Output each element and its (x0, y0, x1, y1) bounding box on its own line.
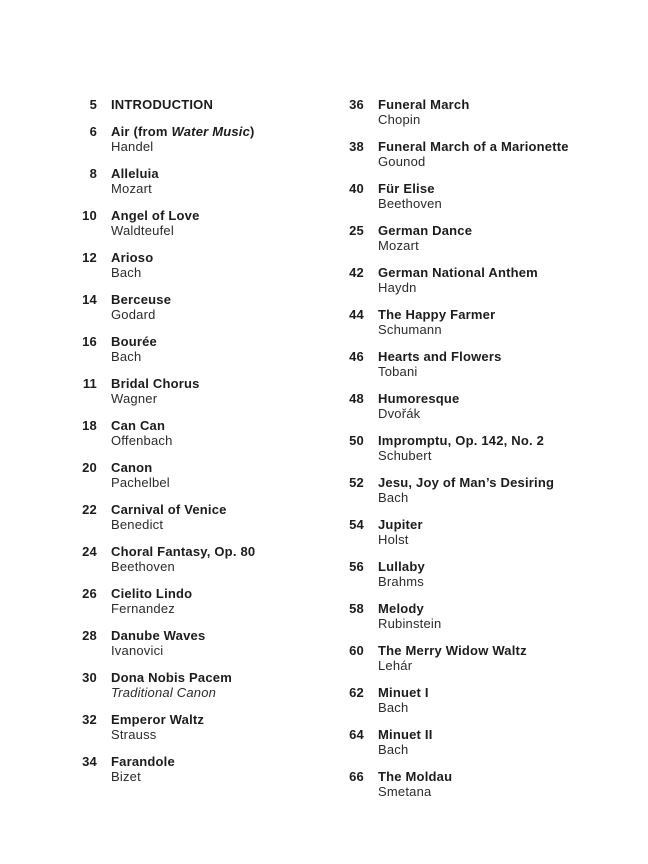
toc-entry (69, 124, 336, 154)
toc-entry-text (111, 670, 232, 700)
toc-entry-text (378, 559, 425, 589)
toc-entry-title: Danube Waves (111, 628, 206, 643)
toc-entry-title: Humoresque (378, 391, 460, 406)
toc-entry-composer: Benedict (111, 517, 164, 532)
toc-entry-page-number: 5 (89, 97, 97, 112)
toc-entry-text (378, 433, 544, 463)
toc-entry (336, 517, 648, 547)
toc-entry-page-number: 66 (349, 769, 364, 784)
toc-entry-composer: Waldteufel (111, 223, 174, 238)
toc-entry-composer: Pachelbel (111, 475, 170, 490)
toc-entry-page-number: 48 (349, 391, 364, 406)
toc-entry-text (111, 544, 255, 574)
toc-entry (69, 334, 336, 364)
toc-entry-title: The Happy Farmer (378, 307, 496, 322)
toc-entry-page-number: 44 (349, 307, 364, 322)
toc-entry-composer: Mozart (378, 238, 419, 253)
toc-entry (336, 643, 648, 673)
toc-entry-title: Berceuse (111, 292, 172, 307)
toc-entry-page-number: 38 (349, 139, 364, 154)
toc-entry-composer: Holst (378, 532, 409, 547)
toc-entry-text (111, 712, 204, 742)
toc-entry (69, 208, 336, 238)
toc-entry-title: Melody (378, 601, 424, 616)
toc-entry-composer: Mozart (111, 181, 152, 196)
toc-entry-page-number: 18 (82, 418, 97, 433)
toc-entry-page-number: 40 (349, 181, 364, 196)
toc-entry-page-number: 28 (82, 628, 97, 643)
toc-entry-composer: Ivanovici (111, 643, 164, 658)
toc-entry-composer: Wagner (111, 391, 158, 406)
toc-entry-title: Jupiter (378, 517, 423, 532)
toc-entry-composer: Fernandez (111, 601, 175, 616)
toc-entry-title: Angel of Love (111, 208, 200, 223)
toc-entry-title: Hearts and Flowers (378, 349, 502, 364)
toc-entry (69, 376, 336, 406)
toc-entry-page-number: 16 (82, 334, 97, 349)
toc-entry-text (378, 643, 527, 673)
toc-entry-composer: Bizet (111, 769, 141, 784)
toc-entry (336, 769, 648, 799)
toc-entry-text (111, 292, 171, 322)
toc-entry-title: Lullaby (378, 559, 425, 574)
toc-entry-text (111, 334, 157, 364)
toc-entry (69, 418, 336, 448)
toc-entry (336, 139, 648, 169)
toc-entry-page-number: 8 (89, 166, 97, 181)
toc-entry-text (378, 265, 538, 295)
toc-entry-composer: Bach (378, 490, 409, 505)
toc-entry-composer: Strauss (111, 727, 157, 742)
toc-entry (69, 628, 336, 658)
toc-entry-page-number: 6 (89, 124, 97, 139)
toc-entry-page-number: 64 (349, 727, 364, 742)
toc-entry-title: German Dance (378, 223, 473, 238)
toc-entry-text (378, 475, 554, 505)
toc-entry-text (378, 139, 569, 169)
toc-entry-page-number: 56 (349, 559, 364, 574)
toc-entry-title: Jesu, Joy of Man’s Desiring (378, 475, 555, 490)
toc-entry-title: Arioso (111, 250, 154, 265)
toc-entry-composer: Beethoven (111, 559, 175, 574)
toc-entry-title: Dona Nobis Pacem (111, 670, 232, 685)
toc-entry-title: Bridal Chorus (111, 376, 200, 391)
toc-entry-composer: Lehár (378, 658, 413, 673)
toc-entry-composer: Bach (111, 349, 142, 364)
toc-entry-page-number: 42 (349, 265, 364, 280)
toc-entry (69, 292, 336, 322)
toc-entry (69, 754, 336, 784)
toc-entry (336, 601, 648, 631)
toc-entry-title: INTRODUCTION (111, 97, 214, 112)
toc-entry-composer: Haydn (378, 280, 417, 295)
toc-entry (69, 544, 336, 574)
toc-entry-title: Funeral March of a Marionette (378, 139, 569, 154)
toc-entry (336, 475, 648, 505)
toc-entry-title: Farandole (111, 754, 175, 769)
toc-entry-title: Air (from Water Music) (111, 124, 255, 139)
toc-entry-page-number: 10 (82, 208, 97, 223)
toc-entry (336, 685, 648, 715)
toc-entry-title: Carnival of Venice (111, 502, 227, 517)
toc-entry (336, 181, 648, 211)
toc-entry-title: Minuet I (378, 685, 429, 700)
toc-entry (336, 559, 648, 589)
toc-entry (69, 586, 336, 616)
toc-entry-composer: Chopin (378, 112, 421, 127)
toc-entry-text (378, 517, 423, 547)
toc-entry-title: Für Elise (378, 181, 435, 196)
toc-entry-composer: Smetana (378, 784, 432, 799)
toc-entry-page-number: 50 (349, 433, 364, 448)
toc-entry-title: Bourée (111, 334, 157, 349)
toc-entry-title: Alleluia (111, 166, 159, 181)
toc-entry (69, 97, 336, 112)
toc-entry-page-number: 32 (82, 712, 97, 727)
toc-entry (336, 223, 648, 253)
toc-entry (336, 349, 648, 379)
toc-entry-title: Can Can (111, 418, 166, 433)
toc-entry-text (378, 769, 452, 799)
toc-entry-text (378, 349, 502, 379)
toc-entry-text (111, 166, 159, 196)
toc-entry-page-number: 46 (349, 349, 364, 364)
toc-entry-composer: Gounod (378, 154, 426, 169)
toc-entry-page-number: 34 (82, 754, 97, 769)
toc-entry-title: The Moldau (378, 769, 453, 784)
toc-entry-composer: Traditional Canon (111, 685, 217, 700)
toc-entry (336, 97, 648, 127)
toc-entry (69, 250, 336, 280)
toc-entry-title: Impromptu, Op. 142, No. 2 (378, 433, 545, 448)
toc-entry-text (111, 754, 175, 784)
toc-entry (69, 712, 336, 742)
toc-entry (336, 265, 648, 295)
toc-column-left (69, 97, 336, 811)
toc-entry-page-number: 20 (82, 460, 97, 475)
toc-entry-page-number: 14 (82, 292, 97, 307)
toc-entry-composer: Handel (111, 139, 154, 154)
toc-column-right (336, 97, 648, 811)
toc-entry-composer: Rubinstein (378, 616, 442, 631)
toc-entry-title: German National Anthem (378, 265, 538, 280)
toc-entry-composer: Bach (378, 742, 409, 757)
toc-entry-page-number: 26 (82, 586, 97, 601)
toc-entry-text (111, 124, 255, 154)
toc-entry-text (111, 250, 153, 280)
toc-entry-text (111, 460, 170, 490)
toc-entry-text (111, 418, 173, 448)
toc-entry (336, 307, 648, 337)
toc-entry-title: Emperor Waltz (111, 712, 205, 727)
toc-entry-title: Choral Fantasy, Op. 80 (111, 544, 256, 559)
toc-entry-page-number: 60 (349, 643, 364, 658)
toc-entry-page-number: 54 (349, 517, 364, 532)
toc-entry-page-number: 22 (82, 502, 97, 517)
toc-entry-page-number: 36 (349, 97, 364, 112)
toc-entry-text (378, 391, 459, 421)
toc-entry-page-number: 52 (349, 475, 364, 490)
toc-entry-composer: Dvořák (378, 406, 421, 421)
toc-entry-text (111, 502, 227, 532)
toc-entry (336, 727, 648, 757)
toc-entry-page-number: 30 (82, 670, 97, 685)
toc-entry-composer: Offenbach (111, 433, 173, 448)
toc-entry-composer: Bach (111, 265, 142, 280)
toc-entry-text (378, 97, 469, 127)
toc-entry-composer: Beethoven (378, 196, 442, 211)
toc-entry-title: Canon (111, 460, 153, 475)
toc-entry-page-number: 58 (349, 601, 364, 616)
toc-entry (69, 166, 336, 196)
toc-entry-title: Minuet II (378, 727, 433, 742)
toc-entry-page-number: 25 (349, 223, 364, 238)
toc-entry-composer: Godard (111, 307, 156, 322)
toc-entry-composer: Brahms (378, 574, 424, 589)
toc-entry-text (378, 685, 429, 715)
toc-entry-text (111, 208, 200, 238)
toc-entry-text (378, 181, 442, 211)
toc-entry-composer: Schubert (378, 448, 432, 463)
toc-entry (336, 433, 648, 463)
toc-entry-text (111, 586, 192, 616)
toc-entry-page-number: 62 (349, 685, 364, 700)
toc-entry-text (111, 376, 200, 406)
toc-entry-text (111, 628, 205, 658)
toc-entry (336, 391, 648, 421)
toc-entry-text (378, 307, 495, 337)
toc-entry-text (378, 727, 433, 757)
toc-entry (69, 670, 336, 700)
toc-entry-page-number: 24 (82, 544, 97, 559)
toc-entry-text (378, 601, 441, 631)
toc-entry-text (378, 223, 472, 253)
toc-entry-composer: Schumann (378, 322, 442, 337)
toc-entry-page-number: 11 (82, 376, 97, 391)
toc-entry-composer: Tobani (378, 364, 418, 379)
toc-entry-text (111, 97, 213, 112)
toc-entry-composer: Bach (378, 700, 409, 715)
toc-entry (69, 460, 336, 490)
toc-entry-title: Funeral March (378, 97, 470, 112)
toc-entry-title: Cielito Lindo (111, 586, 193, 601)
toc-entry (69, 502, 336, 532)
toc-entry-page-number: 12 (82, 250, 97, 265)
toc-entry-title: The Merry Widow Waltz (378, 643, 527, 658)
